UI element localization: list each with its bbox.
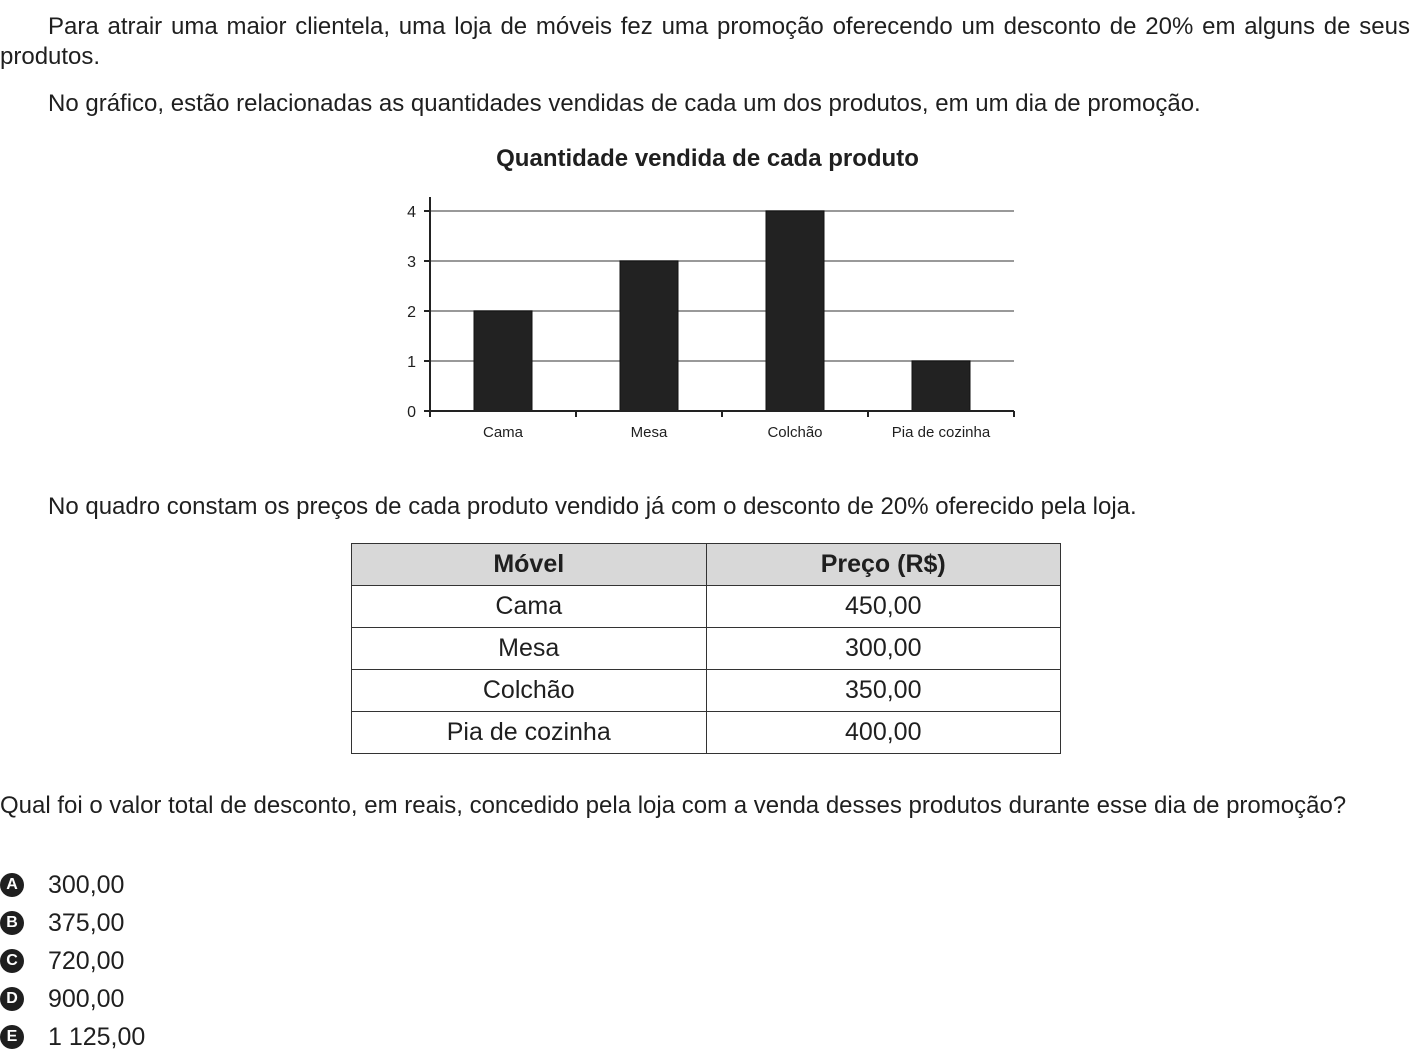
option-a[interactable] <box>0 866 145 904</box>
y-tick-label: 2 <box>407 304 416 321</box>
option-b[interactable] <box>0 904 145 942</box>
option-text: 900,00 <box>48 984 125 1013</box>
table-row <box>352 712 1061 754</box>
bar-chart <box>380 185 1035 455</box>
table-cell: 450,00 <box>706 586 1061 628</box>
table-cell: Colchão <box>352 670 707 712</box>
table-cell: 350,00 <box>706 670 1061 712</box>
table-row <box>352 628 1061 670</box>
x-tick-label: Mesa <box>630 424 668 441</box>
table-cell: Cama <box>352 586 707 628</box>
option-text: 720,00 <box>48 946 125 975</box>
table-row <box>352 670 1061 712</box>
y-tick-label: 0 <box>407 404 416 421</box>
table-cell: 300,00 <box>706 628 1061 670</box>
bar-pia-de-cozinha <box>912 361 970 411</box>
table-intro-paragraph: No quadro constam os preços de cada produto vendido já com o desconto de 20% oferecido pela loja. <box>48 493 1137 520</box>
x-tick-label: Colchão <box>767 424 823 441</box>
intro-paragraph-1: Para atrair uma maior clientela, uma loja de móveis fez uma promoção oferecendo um desconto de 20% em alguns de seus produtos. <box>0 13 1410 70</box>
table-row <box>352 586 1061 628</box>
option-c[interactable] <box>0 942 145 980</box>
y-tick-label: 3 <box>407 254 416 271</box>
option-letter-badge: B <box>0 911 24 935</box>
answer-options <box>0 866 145 1056</box>
question-text: Qual foi o valor total de desconto, em reais, concedido pela loja com a venda desses produtos durante esse dia de promoção? <box>0 792 1347 819</box>
price-table <box>351 543 1061 754</box>
header-preco: Preço (R$) <box>706 544 1061 586</box>
option-letter-badge: D <box>0 987 24 1011</box>
option-text: 375,00 <box>48 908 125 937</box>
table-cell: 400,00 <box>706 712 1061 754</box>
x-tick-label: Cama <box>482 424 524 441</box>
table-cell: Mesa <box>352 628 707 670</box>
bar-mesa <box>620 261 678 411</box>
option-letter-badge: A <box>0 873 24 897</box>
option-letter-badge: C <box>0 949 24 973</box>
bar-cama <box>474 311 532 411</box>
option-letter-badge: E <box>0 1025 24 1049</box>
y-tick-label: 4 <box>407 204 416 221</box>
header-movel: Móvel <box>352 544 707 586</box>
chart-title: Quantidade vendida de cada produto <box>496 145 919 172</box>
x-tick-label: Pia de cozinha <box>891 424 991 441</box>
table-cell: Pia de cozinha <box>352 712 707 754</box>
option-e[interactable] <box>0 1018 145 1056</box>
option-d[interactable] <box>0 980 145 1018</box>
intro-paragraph-2: No gráfico, estão relacionadas as quantidades vendidas de cada um dos produtos, em um dia de promoção. <box>48 90 1201 117</box>
option-text: 300,00 <box>48 870 125 899</box>
option-text: 1 125,00 <box>48 1022 146 1051</box>
y-tick-label: 1 <box>407 354 416 371</box>
table-header-row <box>352 544 1061 586</box>
bar-colchão <box>766 211 824 411</box>
